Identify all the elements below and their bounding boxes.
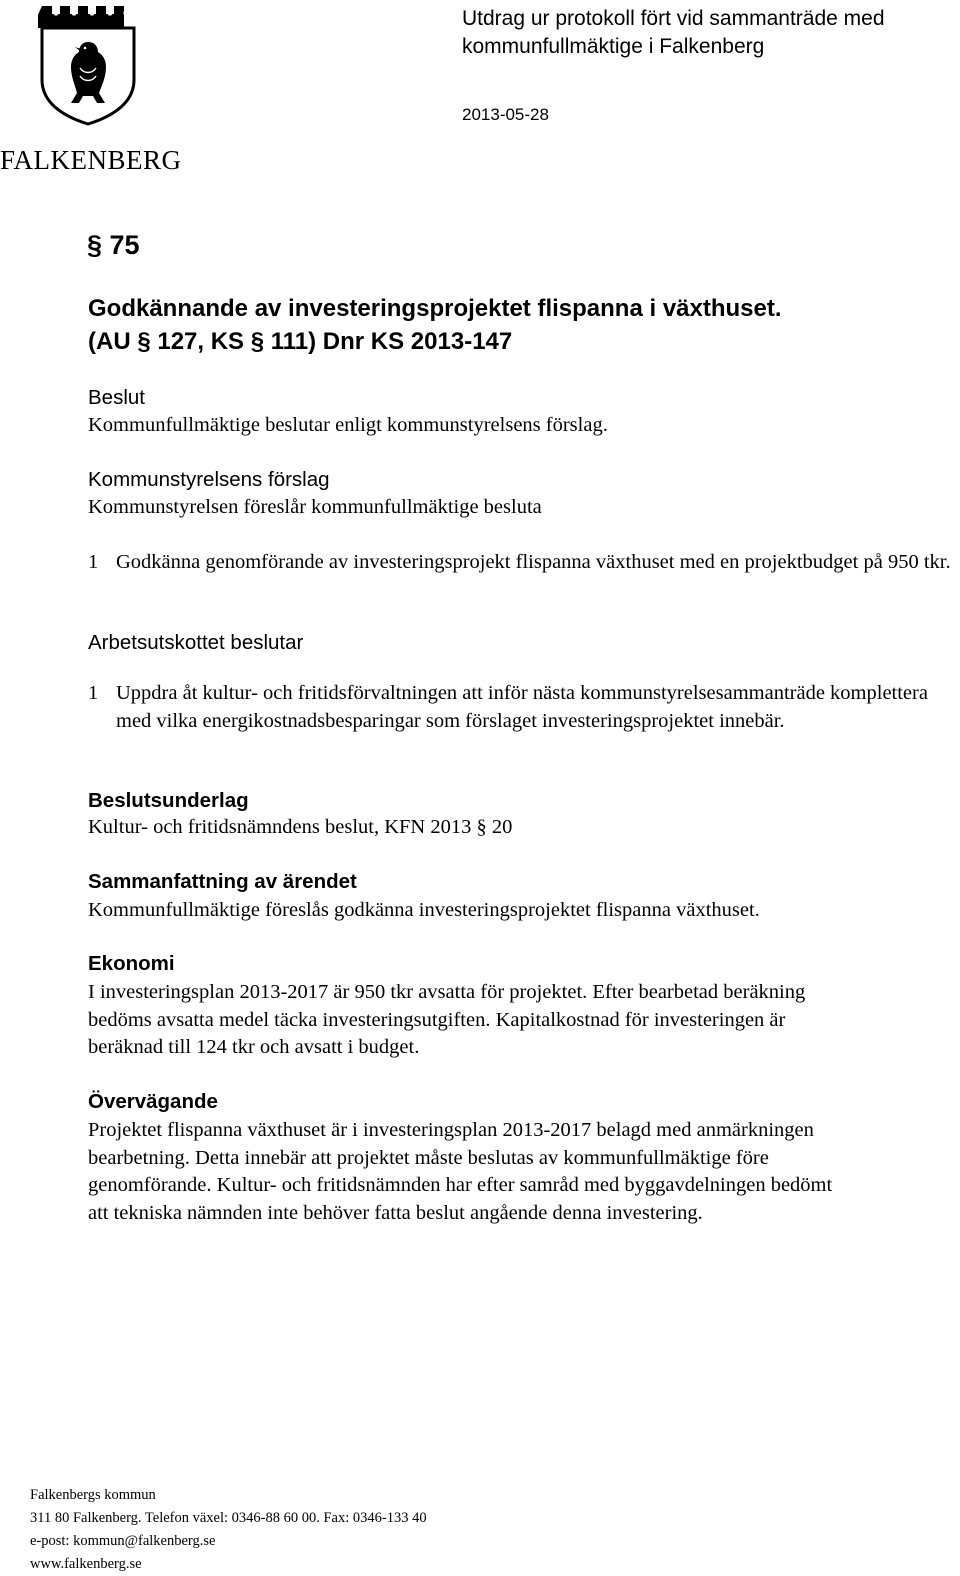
au-heading: Arbetsutskottet beslutar — [88, 631, 304, 654]
beslutsunderlag-text: Kultur- och fritidsnämndens beslut, KFN 2013 § 20 — [88, 816, 513, 838]
protocol-header-title: Utdrag ur protokoll fört vid sammanträde med kommunfullmäktige i Falkenberg — [462, 7, 885, 58]
ekonomi-text-line: beräknad till 124 tkr och avsatt i budget. — [88, 1036, 420, 1058]
ks-forslag-item-text: Godkänna genomförande av investeringsprojekt flispanna växthuset med en projektbudget på 950 tkr. — [116, 551, 951, 573]
ekonomi-text-line: bedöms avsatta medel täcka investeringsutgiften. Kapitalkostnad för investeringen är — [88, 1008, 786, 1031]
au-item-number: 1 — [88, 682, 99, 704]
ks-forslag-item-number: 1 — [88, 551, 99, 573]
case-title-line: Godkännande av investeringsprojektet flispanna i växthuset. — [88, 295, 782, 322]
ks-forslag-intro: Kommunstyrelsen föreslår kommunfullmäktige besluta — [88, 496, 542, 518]
case-title — [88, 292, 948, 358]
ks-forslag-heading: Kommunstyrelsens förslag — [88, 468, 330, 491]
overvagande-text-line: genomförande. Kultur- och fritidsnämnden har efter samråd med byggavdelningen bedömt — [88, 1174, 833, 1196]
meeting-date: 2013-05-28 — [462, 105, 549, 124]
overvagande-heading: Övervägande — [88, 1090, 218, 1113]
ekonomi-text-line: I investeringsplan 2013-2017 är 950 tkr avsatta för projektet. Efter bearbetad beräkning — [88, 981, 806, 1003]
beslutsunderlag-heading: Beslutsunderlag — [88, 789, 249, 812]
footer-org: Falkenbergs kommun — [30, 1487, 156, 1503]
overvagande-text-line: att tekniska nämnden inte behöver fatta beslut angående denna investering. — [88, 1201, 703, 1224]
ekonomi-heading: Ekonomi — [88, 952, 175, 975]
overvagande-text-line: Projektet flispanna växthuset är i investeringsplan 2013-2017 belagd med anmärkningen — [88, 1119, 814, 1141]
au-item-text: Uppdra åt kultur- och fritidsförvaltningen att inför nästa kommunstyrelsesammanträde komplettera med vilka energikostnadsbesparingar som förslaget investeringsprojektet innebär. — [116, 682, 928, 732]
paragraph-number: § 75 — [87, 230, 140, 260]
footer-web: www.falkenberg.se — [30, 1556, 142, 1572]
falkenberg-crest-falcon-icon — [38, 2, 138, 126]
case-title-line: (AU § 127, KS § 111) Dnr KS 2013-147 — [88, 328, 513, 355]
beslut-heading: Beslut — [88, 386, 145, 409]
falkenberg-wordmark: FALKENBERG — [0, 145, 182, 175]
footer-address: 311 80 Falkenberg. Telefon växel: 0346-88 60 00. Fax: 0346-133 40 — [30, 1510, 427, 1526]
overvagande-text-line: bearbetning. Detta innebär att projektet måste beslutas av kommunfullmäktige före — [88, 1146, 769, 1169]
sammanfattning-heading: Sammanfattning av ärendet — [88, 870, 357, 893]
footer-email: e-post: kommun@falkenberg.se — [30, 1533, 216, 1549]
sammanfattning-text: Kommunfullmäktige föreslås godkänna investeringsprojektet flispanna växthuset. — [88, 899, 760, 921]
footer — [30, 1484, 427, 1576]
beslut-text: Kommunfullmäktige beslutar enligt kommunstyrelsens förslag. — [88, 414, 608, 436]
